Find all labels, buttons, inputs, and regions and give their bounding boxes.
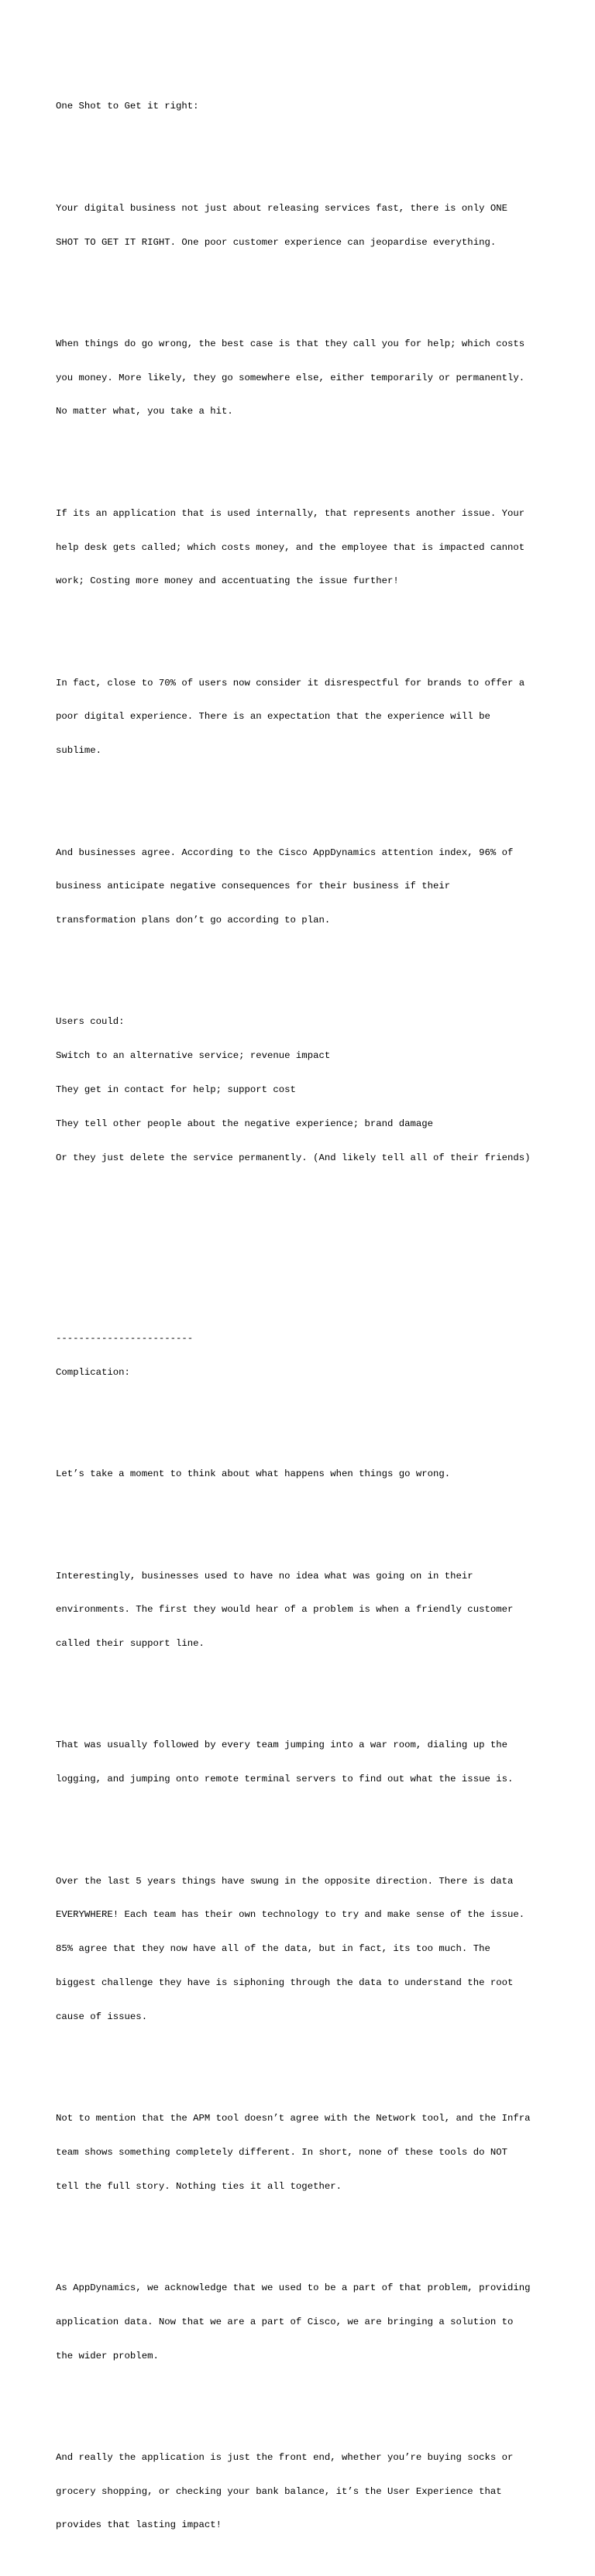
paragraph-6 [56, 1446, 552, 1503]
section-two-heading [56, 1310, 552, 1401]
paragraph-10 [56, 2090, 552, 2215]
list-item: They get in contact for help; support cost [56, 1084, 296, 1096]
text-line: biggest challenge they have is siphoning through the data to understand the root [56, 1977, 514, 1988]
divider-line: ------------------------ [56, 1333, 194, 1345]
text-line: cause of issues. [56, 2011, 148, 2022]
text-line: Let’s take a moment to think about what happens when things go wrong. [56, 1468, 451, 1480]
heading-line: One Shot to Get it right: [56, 101, 199, 112]
section-one-heading [56, 78, 552, 135]
text-line: 85% agree that they now have all of the data, but in fact, its too much. The [56, 1943, 490, 1955]
text-line: you money. More likely, they go somewhere else, either temporarily or permanently. [56, 372, 525, 383]
text-line: And really the application is just the front end, whether you’re buying socks or [56, 2451, 514, 2463]
text-line: logging, and jumping onto remote terminal servers to find out what the issue is. [56, 1774, 514, 1785]
paragraph-7 [56, 1547, 552, 1672]
text-line: team shows something completely different. In short, none of these tools do NOT [56, 2146, 507, 2158]
paragraph-4 [56, 654, 552, 779]
text-line: Not to mention that the APM tool doesn’t agree with the Network tool, and the Infra [56, 2113, 531, 2124]
text-line: help desk gets called; which costs money, and the employee that is impacted cannot [56, 541, 525, 553]
list-item: Switch to an alternative service; revenue impact [56, 1050, 331, 1062]
text-line: application data. Now that we are a part of Cisco, we are bringing a solution to [56, 2316, 514, 2327]
heading-line: Complication: [56, 1366, 130, 1378]
text-line: called their support line. [56, 1638, 205, 1650]
text-line: And businesses agree. According to the Cisco AppDynamics attention index, 96% of [56, 847, 514, 858]
paragraph-9 [56, 1853, 552, 2045]
text-line: the wider problem. [56, 2350, 159, 2361]
text-line: As AppDynamics, we acknowledge that we used to be a part of that problem, providing [56, 2282, 531, 2293]
users-could-list [56, 994, 552, 1186]
text-line: tell the full story. Nothing ties it all together. [56, 2180, 342, 2192]
text-line: grocery shopping, or checking your bank balance, it’s the User Experience that [56, 2485, 502, 2497]
paragraph-11 [56, 2260, 552, 2385]
list-item: Or they just delete the service permanently. (And likely tell all of their friends) [56, 1152, 531, 1163]
text-line: No matter what, you take a hit. [56, 406, 233, 417]
text-line: work; Costing more money and accentuating the issue further! [56, 575, 399, 587]
text-line: SHOT TO GET IT RIGHT. One poor customer experience can jeopardise everything. [56, 236, 497, 248]
text-line: EVERYWHERE! Each team has their own technology to try and make sense of the issue. [56, 1909, 525, 1921]
document-page [56, 56, 552, 2576]
text-line: If its an application that is used internally, that represents another issue. Your [56, 507, 525, 519]
text-line: business anticipate negative consequences for their business if their [56, 881, 451, 892]
paragraph-3 [56, 486, 552, 610]
text-line: environments. The first they would hear of a problem is when a friendly customer [56, 1604, 514, 1616]
text-line: poor digital experience. There is an expectation that the experience will be [56, 711, 490, 723]
list-item: They tell other people about the negative experience; brand damage [56, 1118, 434, 1129]
paragraph-8 [56, 1717, 552, 1808]
text-line: That was usually followed by every team jumping into a war room, dialing up the [56, 1740, 507, 1751]
text-line: In fact, close to 70% of users now consider it disrespectful for brands to offer a [56, 677, 525, 689]
text-line: transformation plans don’t go according to plan. [56, 915, 331, 926]
text-line: Users could: [56, 1016, 125, 1028]
text-line: provides that lasting impact! [56, 2519, 222, 2531]
text-line: Interestingly, businesses used to have no idea what was going on in their [56, 1570, 473, 1582]
text-line: When things do go wrong, the best case is that they call you for help; which costs [56, 338, 525, 349]
blank-space [56, 1231, 552, 1276]
text-line: Over the last 5 years things have swung in the opposite direction. There is data [56, 1875, 514, 1887]
paragraph-1 [56, 180, 552, 271]
paragraph-5 [56, 824, 552, 949]
text-line: sublime. [56, 745, 102, 757]
paragraph-2 [56, 316, 552, 441]
text-line: Your digital business not just about releasing services fast, there is only ONE [56, 202, 507, 214]
paragraph-12 [56, 2430, 552, 2554]
